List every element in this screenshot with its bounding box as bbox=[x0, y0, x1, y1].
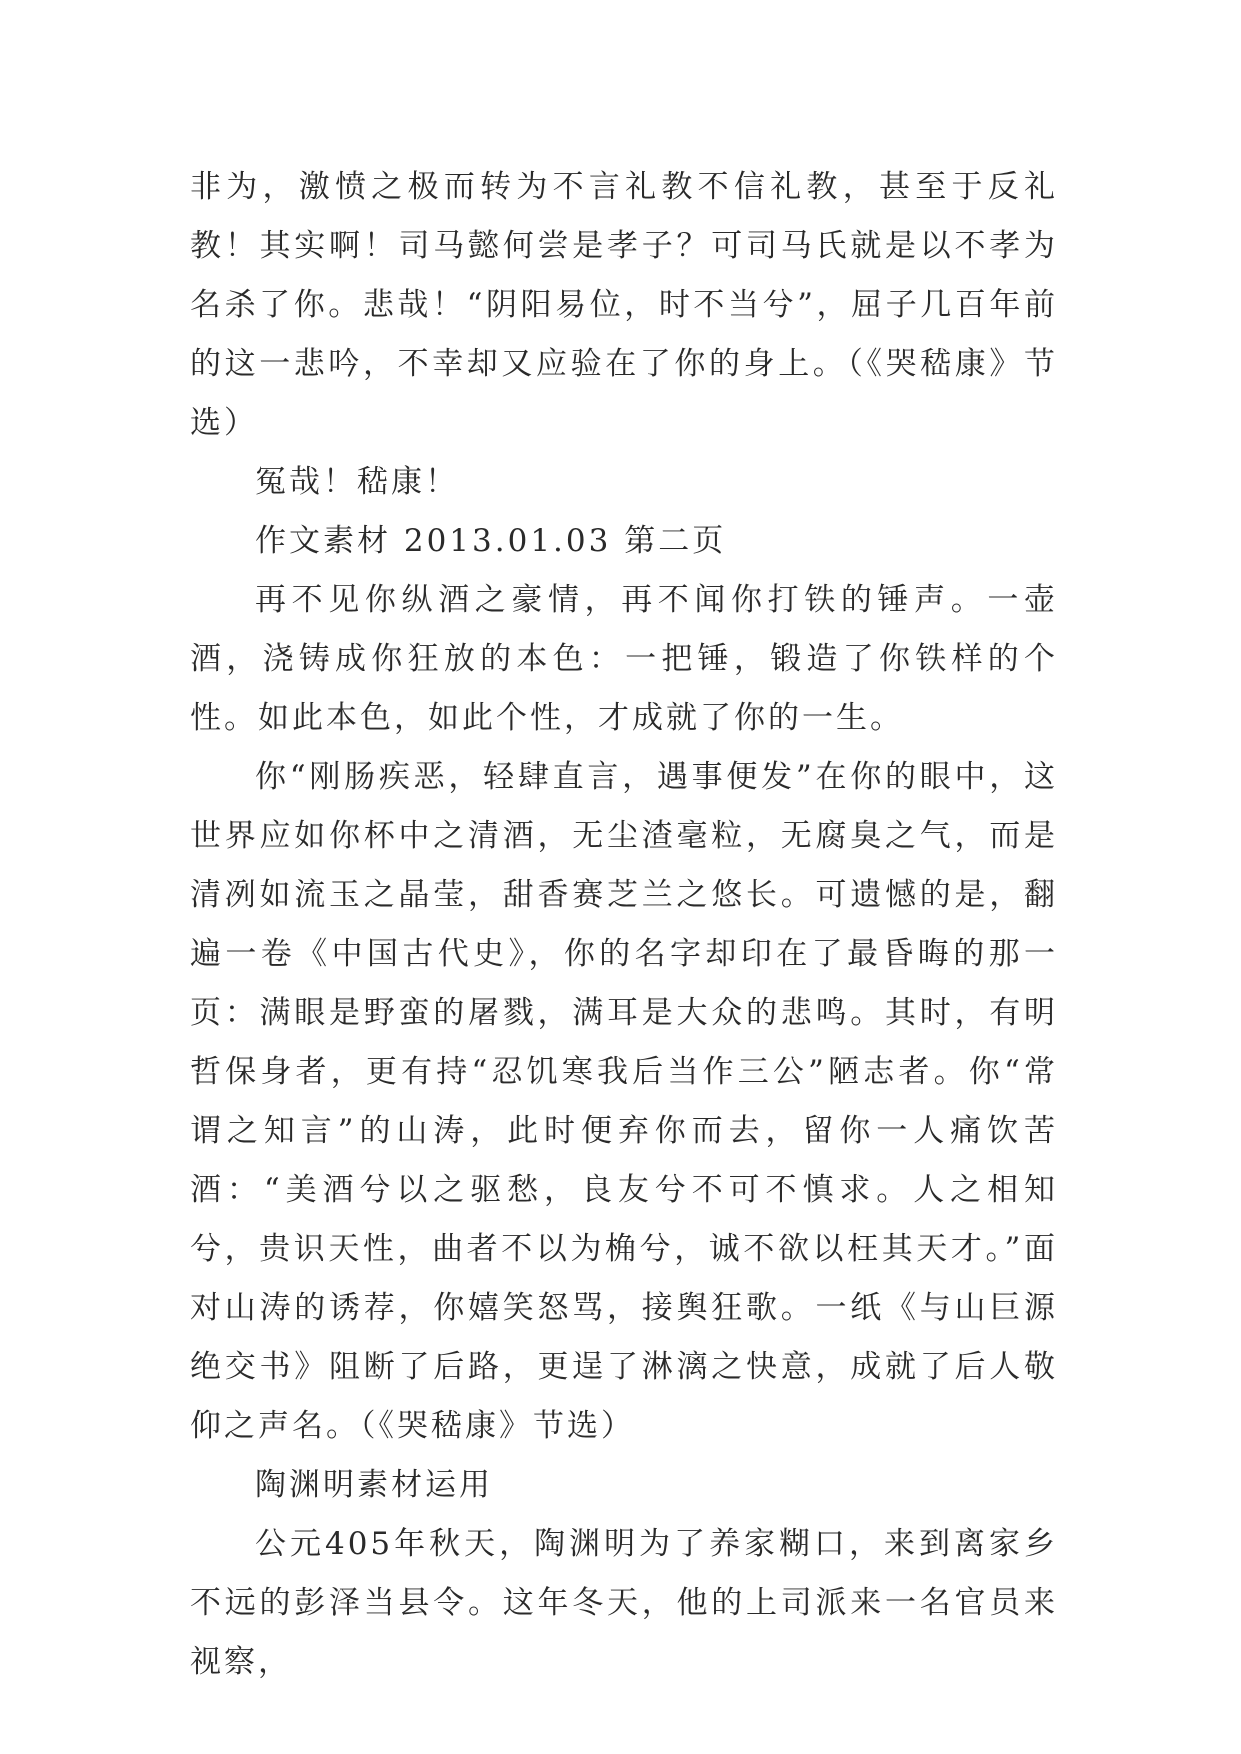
document-body bbox=[190, 158, 1058, 1692]
paragraph-7: 公元405年秋天，陶渊明为了养家糊口，来到离家乡不远的彭泽当县令。这年冬天，他的上司派来一名官员来视察， bbox=[190, 1526, 1058, 1680]
paragraph-4: 再不见你纵酒之豪情，再不闻你打铁的锤声。一壶酒，浇铸成你狂放的本色：一把锤，锻造了你铁样的个性。如此本色，如此个性，才成就了你的一生。 bbox=[190, 582, 1058, 736]
paragraph-3: 作文素材 2013.01.03 第二页 bbox=[255, 523, 727, 559]
paragraph-1: 非为，激愤之极而转为不言礼教不信礼教，甚至于反礼教！其实啊！司马懿何尝是孝子？可司马氏就是以不孝为名杀了你。悲哉！“阴阳易位，时不当兮”，屈子几百年前的这一悲吟，不幸却又应验在了你的身上。（《哭嵇康》节选） bbox=[190, 169, 1058, 441]
paragraph-5: 你“刚肠疾恶，轻肆直言，遇事便发”在你的眼中，这世界应如你杯中之清酒，无尘渣毫粒，无腐臭之气，而是清冽如流玉之晶莹，甜香赛芝兰之悠长。可遗憾的是，翻遍一卷《中国古代史》，你的名字却印在了最昏晦的那一页：满眼是野蛮的屠戮，满耳是大众的悲鸣。其时，有明哲保身者，更有持“忍饥寒我后当作三公”陋志者。你“常谓之知言”的山涛，此时便弃你而去，留你一人痛饮苦酒：“美酒兮以之驱愁，良友兮不可不慎求。人之相知兮，贵识天性，曲者不以为桷兮，诚不欲以枉其天才。”面对山涛的诱荐，你嬉笑怒骂，接舆狂歌。一纸《与山巨源绝交书》阻断了后路，更逞了淋漓之快意，成就了后人敬仰之声名。（《哭嵇康》节选） bbox=[190, 759, 1058, 1444]
paragraph-6: 陶渊明素材运用 bbox=[255, 1467, 493, 1503]
paragraph-2: 冤哉！嵇康！ bbox=[255, 464, 459, 500]
